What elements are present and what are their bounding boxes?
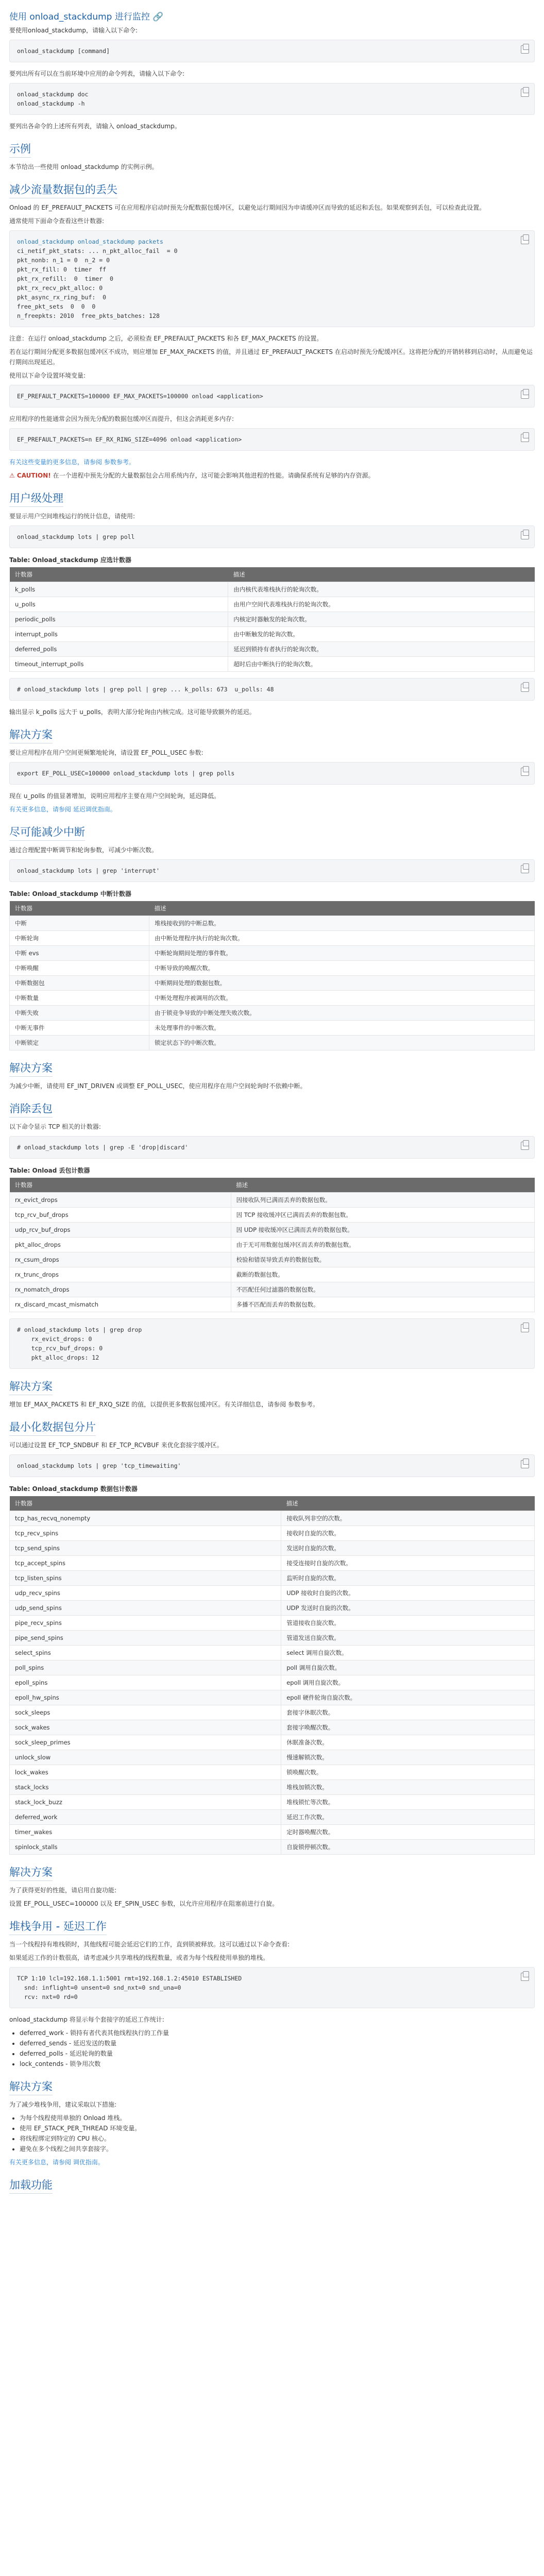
code-block <box>9 762 535 785</box>
copy-icon[interactable] <box>521 1142 529 1150</box>
table-row <box>10 1541 535 1556</box>
code-block <box>9 230 535 327</box>
code-line: snd: inflight=0 unsent=0 snd_nxt=0 snd_una=0 <box>17 1984 181 1991</box>
table-cell: 超时后由中断执行的轮询次数。 <box>228 657 535 672</box>
code-line: TCP 1:10 lcl=192.168.1.1:5001 rmt=192.168.1.2:45010 ESTABLISHED <box>17 1975 242 1982</box>
code-line: # onload_stackdump lots | grep -E 'drop|discard' <box>17 1144 189 1151</box>
table-row <box>10 1252 535 1267</box>
table-cell: spinlock_stalls <box>10 1840 281 1855</box>
column-header: 计数器 <box>10 901 149 916</box>
table-row <box>10 1720 535 1735</box>
table-row <box>10 1208 535 1223</box>
section-heading: 尽可能减少中断 <box>9 824 535 841</box>
table-cell: 中断 <box>10 916 149 931</box>
section-heading: 最小化数据包分片 <box>9 1419 535 1436</box>
paragraph: 若在运行期间分配更多数据包缓冲区不成功，则应增加 EF_MAX_PACKETS 的值，并且通过 EF_PREFAULT_PACKETS 在启动时预先分配缓冲区。这将把分配的开销转移到启动时，从而避免运行期间出现延迟。 <box>9 348 533 366</box>
table-cell: stack_lock_buzz <box>10 1795 281 1810</box>
copy-icon[interactable] <box>521 391 529 399</box>
table-cell: 休眠准备次数。 <box>281 1735 535 1750</box>
list-item: • 为每个线程使用单独的 Onload 堆栈。 <box>20 2113 535 2123</box>
table-row <box>10 931 535 946</box>
code-line: onload_stackdump lots | grep 'tcp_timewaiting' <box>17 1462 181 1469</box>
column-header: 描述 <box>231 1178 534 1193</box>
paragraph: 以下命令显示 TCP 相关的计数器: <box>9 1123 101 1130</box>
table-cell: 延迟工作次数。 <box>281 1810 535 1825</box>
page-title: 使用 onload_stackdump 进行监控 🔗 <box>9 12 164 22</box>
table-caption: Table: Onload_stackdump 数据包计数器 <box>9 1485 138 1493</box>
paragraph: 为了获得更好的性能，请启用自旋功能: <box>9 1887 117 1894</box>
table-row <box>10 1660 535 1675</box>
table-cell: 中断轮询 <box>10 931 149 946</box>
paragraph: 要让应用程序在用户空间更频繁地轮询，请设置 EF_POLL_USEC 参数: <box>9 749 203 756</box>
table-cell: poll 调用自旋次数。 <box>281 1660 535 1675</box>
table-row <box>10 1825 535 1840</box>
table-cell: 中断无事件 <box>10 1021 149 1036</box>
table-row <box>10 976 535 991</box>
code-line: EF_PREFAULT_PACKETS=n EF_RX_RING_SIZE=4096 onload <application> <box>17 436 242 443</box>
code-line: onload_stackdump lots | grep poll <box>17 533 135 540</box>
table-cell: sock_sleeps <box>10 1705 281 1720</box>
table-row <box>10 1631 535 1646</box>
table-cell: tcp_has_recvq_nonempty <box>10 1511 281 1526</box>
code-block <box>9 678 535 701</box>
table-cell: 管道发送自旋次数。 <box>281 1631 535 1646</box>
table-cell: tcp_listen_spins <box>10 1571 281 1586</box>
table-cell: 中断处理程序被调用的次数。 <box>149 991 535 1006</box>
paragraph: 为减少中断，请使用 EF_INT_DRIVEN 或调整 EF_POLL_USEC，使应用程序在用户空间轮询时不依赖中断。 <box>9 1082 307 1090</box>
code-line: n_freepkts: 2010 free_pkts_batches: 128 <box>17 312 160 319</box>
code-block <box>9 859 535 882</box>
table-cell: tcp_accept_spins <box>10 1556 281 1571</box>
table-row <box>10 1556 535 1571</box>
paragraph: 设置 EF_POLL_USEC=100000 以及 EF_SPIN_USEC 参数，以允许应用程序在阻塞前进行自旋。 <box>9 1900 279 1907</box>
copy-icon[interactable] <box>521 1324 529 1332</box>
paragraph: 要显示用户空间堆栈运行的统计信息，请使用: <box>9 513 135 520</box>
table-cell: 因 TCP 接收缓冲区已满而丢弃的数据包数。 <box>231 1208 534 1223</box>
table-cell: 由于无可用数据包缓冲区而丢弃的数据包数。 <box>231 1238 534 1252</box>
table-cell: 自旋锁停顿次数。 <box>281 1840 535 1855</box>
section-heading: 示例 <box>9 141 535 158</box>
copy-icon[interactable] <box>521 768 529 776</box>
paragraph: Onload 的 EF_PREFAULT_PACKETS 可在应用程序启动时预先分配数据包缓冲区，以避免运行期间因为申请缓冲区而导致的延迟和丢包。如果观察到丢包，可以检查此设置。 <box>9 204 486 211</box>
paragraph: 应用程序的性能通常会因为预先分配的数据包缓冲区而提升，但这会消耗更多内存: <box>9 415 234 422</box>
table-row <box>10 961 535 976</box>
caution-label: ⚠ CAUTION! <box>9 472 51 479</box>
table-cell: 接收时自旋的次数。 <box>281 1526 535 1541</box>
section-heading: 堆栈争用 - 延迟工作 <box>9 1918 535 1935</box>
table-row <box>10 1297 535 1312</box>
table-cell: 多播不匹配而丢弃的数据包数。 <box>231 1297 534 1312</box>
drop-table <box>9 1178 535 1312</box>
table-cell: poll_spins <box>10 1660 281 1675</box>
table-cell: 管道接收自旋次数。 <box>281 1616 535 1631</box>
table-row <box>10 1036 535 1050</box>
table-row <box>10 1282 535 1297</box>
table-row <box>10 1267 535 1282</box>
caution-block <box>9 470 535 481</box>
table-cell: tcp_send_spins <box>10 1541 281 1556</box>
code-block <box>9 1967 535 2008</box>
table-row <box>10 1571 535 1586</box>
code-block <box>9 1318 535 1369</box>
table-cell: 定时器唤醒次数。 <box>281 1825 535 1840</box>
table-cell: rx_nomatch_drops <box>10 1282 231 1297</box>
table-row <box>10 1223 535 1238</box>
code-block <box>9 40 535 62</box>
table-row <box>10 1006 535 1021</box>
table-cell: rx_trunc_drops <box>10 1267 231 1282</box>
table-cell: 由中断处理程序执行的轮询次数。 <box>149 931 535 946</box>
table-row <box>10 1840 535 1855</box>
table-cell: 因 UDP 接收缓冲区已满而丢弃的数据包数。 <box>231 1223 534 1238</box>
table-row <box>10 1586 535 1601</box>
copy-icon[interactable] <box>521 89 529 97</box>
code-line: tcp_rcv_buf_drops: 0 <box>17 1345 103 1352</box>
code-block <box>9 385 535 408</box>
table-cell: 中断数量 <box>10 991 149 1006</box>
table-cell: u_polls <box>10 597 228 612</box>
table-caption: Table: Onload 丢包计数器 <box>9 1167 90 1174</box>
table-cell: rx_evict_drops <box>10 1193 231 1208</box>
column-header: 描述 <box>228 567 535 582</box>
table-cell: 中断轮询期间处理的事件数。 <box>149 946 535 961</box>
code-line: onload_stackdump [command] <box>17 47 110 55</box>
code-block <box>9 83 535 115</box>
table-cell: 未处理事件的中断次数。 <box>149 1021 535 1036</box>
table-row <box>10 1646 535 1660</box>
table-row <box>10 1675 535 1690</box>
table-cell: 由内核代表堆栈执行的轮询次数。 <box>228 582 535 597</box>
table-cell: UDP 接收时自旋的次数。 <box>281 1586 535 1601</box>
table-row <box>10 916 535 931</box>
table-cell: 慢速解锁次数。 <box>281 1750 535 1765</box>
reference-link[interactable]: 有关这些变量的更多信息，请参阅 参数参考。 <box>9 459 135 466</box>
code-line: free_pkt_sets 0 0 0 <box>17 303 96 310</box>
defer-list <box>9 2028 535 2069</box>
reference-link[interactable]: 有关更多信息，请参阅 调优指南。 <box>9 2159 104 2166</box>
section-heading: 解决方案 <box>9 1864 535 1881</box>
table-caption: Table: Onload_stackdump 应选计数器 <box>9 556 131 564</box>
table-header-row <box>10 1496 535 1511</box>
table-row <box>10 627 535 642</box>
code-line: pkt_nonb: n_1 = 0 n_2 = 0 <box>17 257 110 264</box>
code-line: # onload_stackdump lots | grep poll | grep ... k_polls: 673 u_polls: 48 <box>17 686 274 693</box>
table-cell: 锁定状态下的中断次数。 <box>149 1036 535 1050</box>
table-row <box>10 1765 535 1780</box>
column-header: 计数器 <box>10 1496 281 1511</box>
table-cell: pipe_send_spins <box>10 1631 281 1646</box>
table-row <box>10 1705 535 1720</box>
section-heading: 解决方案 <box>9 1060 535 1077</box>
table-row <box>10 1750 535 1765</box>
code-line: pkt_rx_recv_pkt_alloc: 0 <box>17 284 103 292</box>
section-heading: 加载功能 <box>9 2177 535 2194</box>
note-text: 注意：在运行 onload_stackdump 之后，必须检查 EF_PREFAULT_PACKETS 和各 EF_MAX_PACKETS 的设置。 <box>9 335 323 342</box>
interrupt-table <box>9 901 535 1050</box>
table-header-row <box>10 1178 535 1193</box>
table-row <box>10 1795 535 1810</box>
paragraph: onload_stackdump 将显示每个套接字的延迟工作统计: <box>9 2016 164 2023</box>
table-row <box>10 657 535 672</box>
code-line: onload_stackdump lots | grep 'interrupt' <box>17 867 160 874</box>
section-heading: 消除丢包 <box>9 1100 535 1117</box>
example-text: 本节给出一些使用 onload_stackdump 的实例示例。 <box>9 163 158 171</box>
section-heading: 解决方案 <box>9 2078 535 2095</box>
paragraph: 现在 u_polls 的值显著增加，说明应用程序主要在用户空间轮询，延迟降低。 <box>9 792 220 800</box>
table-cell: 中断锁定 <box>10 1036 149 1050</box>
table-row <box>10 597 535 612</box>
table-cell: tcp_rcv_buf_drops <box>10 1208 231 1223</box>
table-cell: 中断 evs <box>10 946 149 961</box>
table-row <box>10 1780 535 1795</box>
table-row <box>10 1238 535 1252</box>
table-row <box>10 1526 535 1541</box>
table-cell: rx_discard_mcast_mismatch <box>10 1297 231 1312</box>
table-cell: 接收队列非空的次数。 <box>281 1511 535 1526</box>
code-line: # onload_stackdump lots | grep drop <box>17 1326 142 1333</box>
copy-icon[interactable] <box>521 684 529 692</box>
code-block <box>9 1454 535 1477</box>
table-row <box>10 1601 535 1616</box>
table-row <box>10 1735 535 1750</box>
table-caption: Table: Onload_stackdump 中断计数器 <box>9 890 131 897</box>
copy-icon[interactable] <box>521 434 529 442</box>
table-cell: 堆栈加锁次数。 <box>281 1780 535 1795</box>
table-cell: 由中断触发的轮询次数。 <box>228 627 535 642</box>
section-heading: 减少流量数据包的丢失 <box>9 181 535 198</box>
table-cell: 截断的数据包数。 <box>231 1267 534 1282</box>
table-cell: 堆栈锁忙等次数。 <box>281 1795 535 1810</box>
paragraph: 为了减少堆栈争用，建议采取以下措施: <box>9 2101 117 2108</box>
code-line: pkt_rx_fill: 0 timer ff <box>17 266 107 273</box>
list-item: • 避免在多个线程之间共享套接字。 <box>20 2144 535 2154</box>
copy-icon[interactable] <box>521 531 529 539</box>
table-cell: 监听时自旋的次数。 <box>281 1571 535 1586</box>
table-cell: unlock_slow <box>10 1750 281 1765</box>
table-cell: udp_rcv_buf_drops <box>10 1223 231 1238</box>
table-cell: 中断失败 <box>10 1006 149 1021</box>
table-row <box>10 642 535 657</box>
paragraph: 使用以下命令设置环境变量: <box>9 372 86 379</box>
list-item: • deferred_polls - 延迟轮询的数量 <box>20 2048 535 2059</box>
paragraph: 如果延迟工作的计数很高，请考虑减少共享堆栈的线程数量，或者为每个线程使用单独的堆栈。 <box>9 1954 269 1961</box>
list-item: • 将线程绑定到特定的 CPU 核心。 <box>20 2133 535 2144</box>
copy-icon[interactable] <box>521 865 529 873</box>
code-line: rx_evict_drops: 0 <box>17 1335 92 1343</box>
table-cell: deferred_work <box>10 1810 281 1825</box>
table-cell: 延迟到锁持有者执行的轮询次数。 <box>228 642 535 657</box>
table-cell: sock_wakes <box>10 1720 281 1735</box>
section-heading: 解决方案 <box>9 726 535 743</box>
table-cell: epoll 硬件轮询自旋次数。 <box>281 1690 535 1705</box>
table-row <box>10 1616 535 1631</box>
table-row <box>10 1021 535 1036</box>
code-line: export EF_POLL_USEC=100000 onload_stackdump lots | grep polls <box>17 770 235 777</box>
table-cell: epoll 调用自旋次数。 <box>281 1675 535 1690</box>
table-cell: 中断期间处理的数据包数。 <box>149 976 535 991</box>
table-cell: epoll_spins <box>10 1675 281 1690</box>
table-cell: select_spins <box>10 1646 281 1660</box>
table-header-row <box>10 567 535 582</box>
list-item: • lock_contends - 锁争用次数 <box>20 2059 535 2069</box>
table-cell: 套接字休眠次数。 <box>281 1705 535 1720</box>
code-line: pkt_rx_refill: 0 timer 0 <box>17 275 113 282</box>
table-cell: pipe_recv_spins <box>10 1616 281 1631</box>
list-item: • deferred_sends - 延迟发送的数量 <box>20 2038 535 2048</box>
table-cell: 中断数据包 <box>10 976 149 991</box>
table-cell: 中断导致的唤醒次数。 <box>149 961 535 976</box>
table-row <box>10 946 535 961</box>
table-cell: sock_sleep_primes <box>10 1735 281 1750</box>
code-line: pkt_alloc_drops: 12 <box>17 1354 99 1361</box>
table-cell: 发送时自旋的次数。 <box>281 1541 535 1556</box>
table-cell: stack_locks <box>10 1780 281 1795</box>
table-cell: periodic_polls <box>10 612 228 627</box>
code-line: rcv: nxt=0 rd=0 <box>17 1993 78 2001</box>
code-line: onload_stackdump doc <box>17 91 89 98</box>
paragraph: 可以通过设置 EF_TCP_SNDBUF 和 EF_TCP_RCVBUF 来优化套接字缓冲区。 <box>9 1442 223 1449</box>
table-cell: tcp_recv_spins <box>10 1526 281 1541</box>
reference-link[interactable]: 有关更多信息，请参阅 延迟调优指南。 <box>9 806 116 813</box>
column-header: 计数器 <box>10 567 228 582</box>
table-cell: select 调用自旋次数。 <box>281 1646 535 1660</box>
code-block <box>9 1136 535 1159</box>
caution-text: 在一个进程中预先分配的大量数据包会占用系统内存，这可能会影响其他进程的性能。请确保系统有足够的内存资源。 <box>53 472 375 479</box>
paragraph: 通过合理配置中断调节和轮询参数，可减少中断次数。 <box>9 846 158 854</box>
table-cell: lock_wakes <box>10 1765 281 1780</box>
spin-table <box>9 1496 535 1855</box>
table-cell: 由用户空间代表堆栈执行的轮询次数。 <box>228 597 535 612</box>
table-cell: epoll_hw_spins <box>10 1690 281 1705</box>
list-text: 要列出所有可以在当前环境中应用的命令列表，请输入以下命令: <box>9 70 185 77</box>
table-cell: 套接字唤醒次数。 <box>281 1720 535 1735</box>
table-header-row <box>10 901 535 916</box>
copy-icon[interactable] <box>521 45 529 54</box>
intro-text: 要使用onload_stackdump，请输入以下命令: <box>9 27 138 34</box>
table-cell: 由于锁竞争导致的中断处理失败次数。 <box>149 1006 535 1021</box>
paragraph: 增加 EF_MAX_PACKETS 和 EF_RXQ_SIZE 的值，以提供更多数据包缓冲区。有关详细信息，请参阅 参数参考。 <box>9 1401 319 1408</box>
section-heading: 用户级处理 <box>9 490 535 507</box>
table-row <box>10 1511 535 1526</box>
code-block <box>9 526 535 548</box>
table-cell: k_polls <box>10 582 228 597</box>
table-cell: udp_send_spins <box>10 1601 281 1616</box>
table-cell: interrupt_polls <box>10 627 228 642</box>
column-header: 描述 <box>149 901 535 916</box>
table-row <box>10 1810 535 1825</box>
table-cell: rx_csum_drops <box>10 1252 231 1267</box>
table-cell: 因接收队列已满而丢弃的数据包数。 <box>231 1193 534 1208</box>
code-block <box>9 428 535 451</box>
section-heading: 解决方案 <box>9 1378 535 1395</box>
table-row <box>10 991 535 1006</box>
table-cell: 堆栈接收到的中断总数。 <box>149 916 535 931</box>
code-line: onload_stackdump onload_stackdump packets <box>17 238 163 245</box>
table-cell: 锁唤醒次数。 <box>281 1765 535 1780</box>
solution-list <box>9 2113 535 2154</box>
list-item: • deferred_work - 锁持有者代表其他线程执行的工作量 <box>20 2028 535 2038</box>
code-line: onload_stackdump -h <box>17 100 85 107</box>
table-cell: timer_wakes <box>10 1825 281 1840</box>
copy-icon[interactable] <box>521 1973 529 1981</box>
table-row <box>10 612 535 627</box>
table-cell: 校验和错误导致丢弃的数据包数。 <box>231 1252 534 1267</box>
table-cell: 不匹配任何过滤器的数据包数。 <box>231 1282 534 1297</box>
copy-icon[interactable] <box>521 236 529 244</box>
copy-icon[interactable] <box>521 1460 529 1468</box>
table-row <box>10 582 535 597</box>
paragraph: 输出显示 k_polls 远大于 u_polls，表明大部分轮询由内核完成。这可能导致额外的延迟。 <box>9 708 256 716</box>
code-line: ci_netif_pkt_stats: ... n_pkt_alloc_fail = 0 <box>17 247 178 255</box>
table-cell: pkt_alloc_drops <box>10 1238 231 1252</box>
table-cell: 接受连接时自旋的次数。 <box>281 1556 535 1571</box>
table-cell: UDP 发送时自旋的次数。 <box>281 1601 535 1616</box>
paragraph: 通常使用下面命令查看这些计数器: <box>9 217 105 225</box>
column-header: 描述 <box>281 1496 535 1511</box>
table-row <box>10 1193 535 1208</box>
list-text-2: 要列出各命令的上述所有列表，请输入 onload_stackdump。 <box>9 123 181 130</box>
paragraph: 当一个线程持有堆栈锁时，其他线程可能会延迟它们的工作，直到锁被释放。这可以通过以下命令查看: <box>9 1941 290 1948</box>
table-cell: udp_recv_spins <box>10 1586 281 1601</box>
list-item: • 使用 EF_STACK_PER_THREAD 环境变量。 <box>20 2123 535 2133</box>
table-cell: 内核定时器触发的轮询次数。 <box>228 612 535 627</box>
table-cell: 中断唤醒 <box>10 961 149 976</box>
column-header: 计数器 <box>10 1178 231 1193</box>
counter-table <box>9 567 535 672</box>
code-line: EF_PREFAULT_PACKETS=100000 EF_MAX_PACKETS=100000 onload <application> <box>17 393 263 400</box>
code-line: pkt_async_rx_ring_buf: 0 <box>17 294 107 301</box>
table-cell: deferred_polls <box>10 642 228 657</box>
table-row <box>10 1690 535 1705</box>
table-cell: timeout_interrupt_polls <box>10 657 228 672</box>
